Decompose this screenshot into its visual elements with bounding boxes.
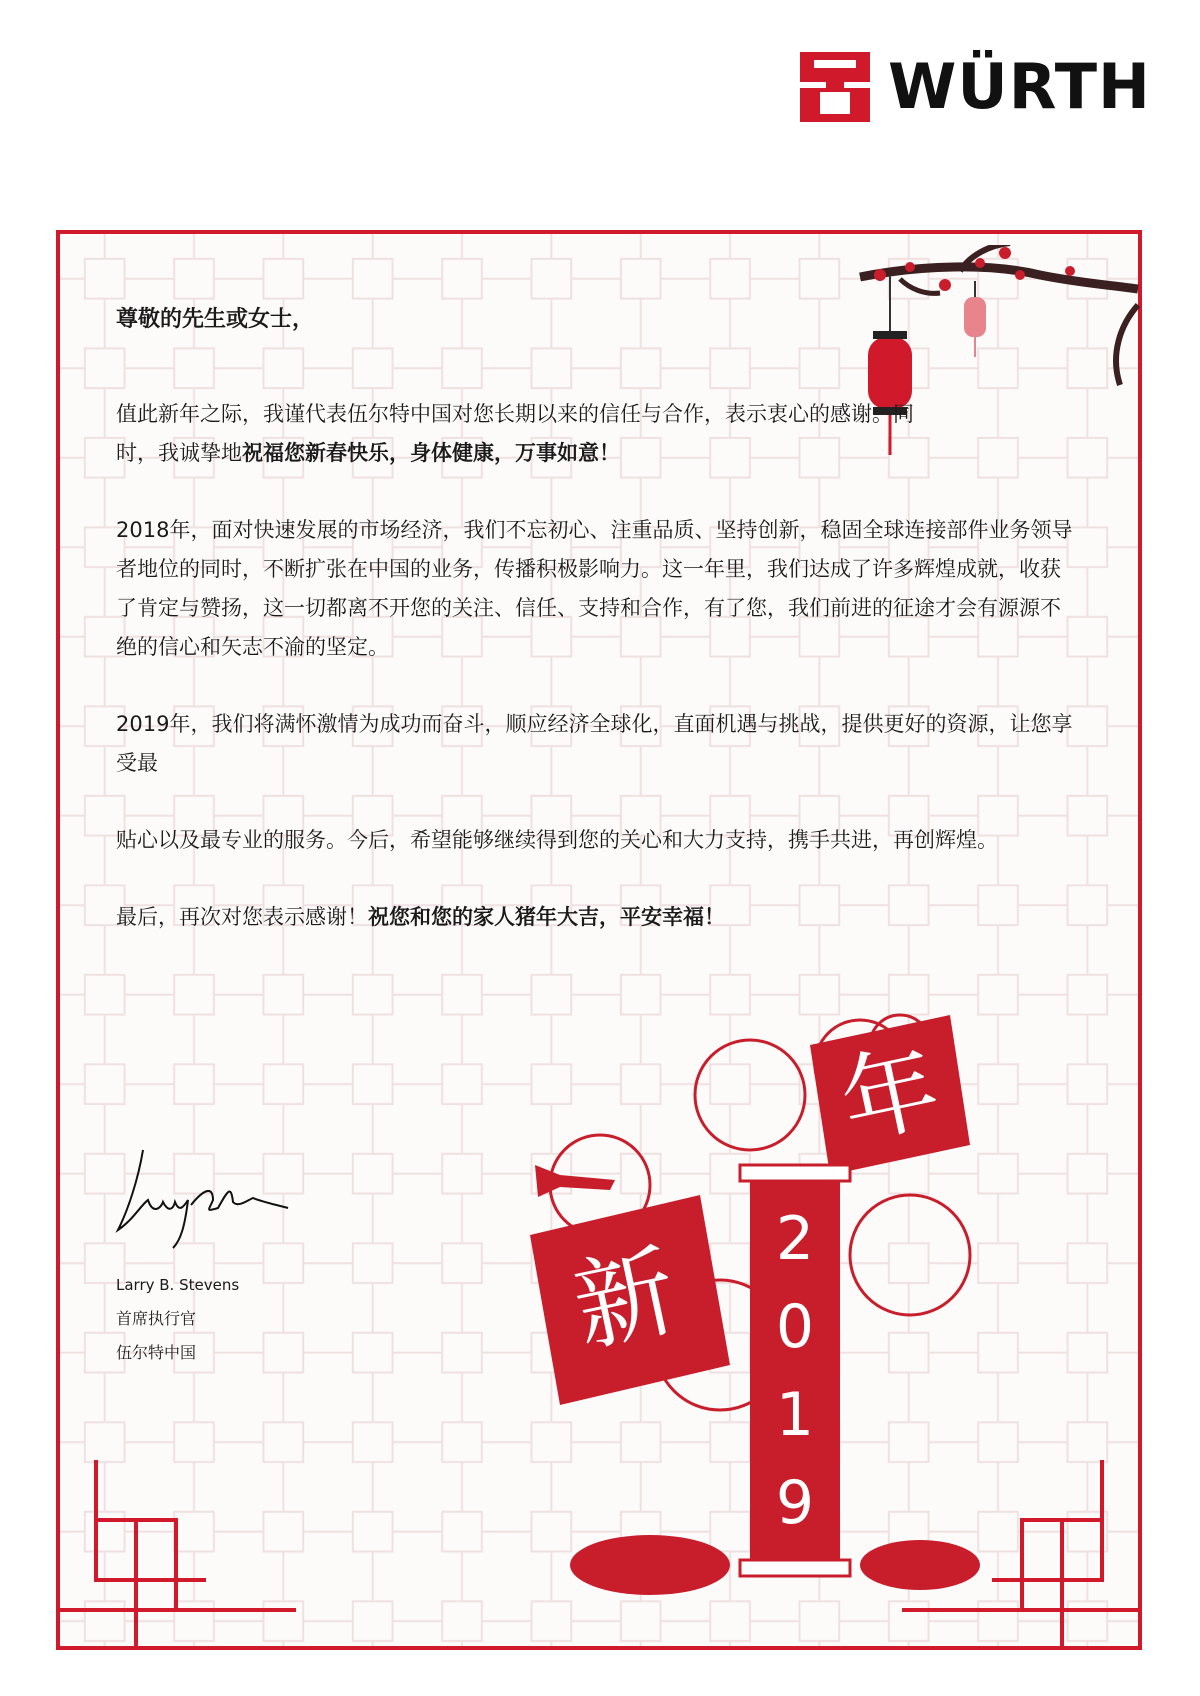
logo-wordmark: WÜRTH bbox=[888, 50, 1151, 123]
wurth-logo bbox=[800, 52, 1150, 122]
paragraph-1-text: 值此新年之际，我谨代表伍尔特中国对您长期以来的信任与合作，表示衷心的感谢。同时，我诚挚地 bbox=[116, 402, 914, 465]
letter-body bbox=[116, 300, 1076, 975]
signer-company: 伍尔特中国 bbox=[116, 1343, 197, 1362]
paragraph-5 bbox=[116, 898, 1076, 937]
paragraph-3-text: 2019年，我们将满怀激情为成功而奋斗，顺应经济全球化，直面机遇与挑战，提供更好的资源，让您享受最 bbox=[116, 712, 1073, 775]
paragraph-5-text: 最后，再次对您表示感谢！ bbox=[116, 905, 368, 929]
paragraph-3 bbox=[116, 705, 1076, 783]
paragraph-2 bbox=[116, 511, 1076, 667]
paragraph-1 bbox=[116, 395, 936, 473]
paragraph-5-bold: 祝您和您的家人猪年大吉，平安幸福！ bbox=[368, 905, 725, 929]
papercut-char-nian: 年 bbox=[831, 1030, 949, 1160]
lattice-corner-icon bbox=[886, 1460, 1142, 1650]
papercut-char-xin: 新 bbox=[563, 1231, 686, 1368]
paragraph-2-text: 2018年，面对快速发展的市场经济，我们不忘初心、注重品质、坚持创新，稳固全球连接部件业务领导者地位的同时，不断扩张在中国的业务，传播积极影响力。这一年里，我们达成了许多辉煌成就，收获了肯定与赞扬，这一切都离不开您的关注、信任、支持和合作，有了您，我们前进的征途才会有源源不绝的信心和矢志不渝的坚定。 bbox=[116, 518, 1073, 659]
paragraph-4-text: 贴心以及最专业的服务。今后，希望能够继续得到您的关心和大力支持，携手共进，再创辉煌。 bbox=[116, 828, 998, 852]
signer-title: 首席执行官 bbox=[116, 1309, 197, 1328]
signer-name: Larry B. Stevens bbox=[116, 1276, 240, 1294]
signer-block bbox=[116, 1268, 239, 1370]
lattice-corner-icon bbox=[56, 1460, 316, 1650]
wurth-logo-icon bbox=[800, 52, 870, 122]
paragraph-1-bold: 祝福您新春快乐，身体健康，万事如意！ bbox=[242, 441, 620, 465]
signature-icon bbox=[113, 1130, 303, 1250]
greeting: 尊敬的先生或女士， bbox=[116, 307, 315, 332]
paragraph-4 bbox=[116, 821, 1076, 860]
papercut-year: 2019 bbox=[775, 1204, 815, 1538]
